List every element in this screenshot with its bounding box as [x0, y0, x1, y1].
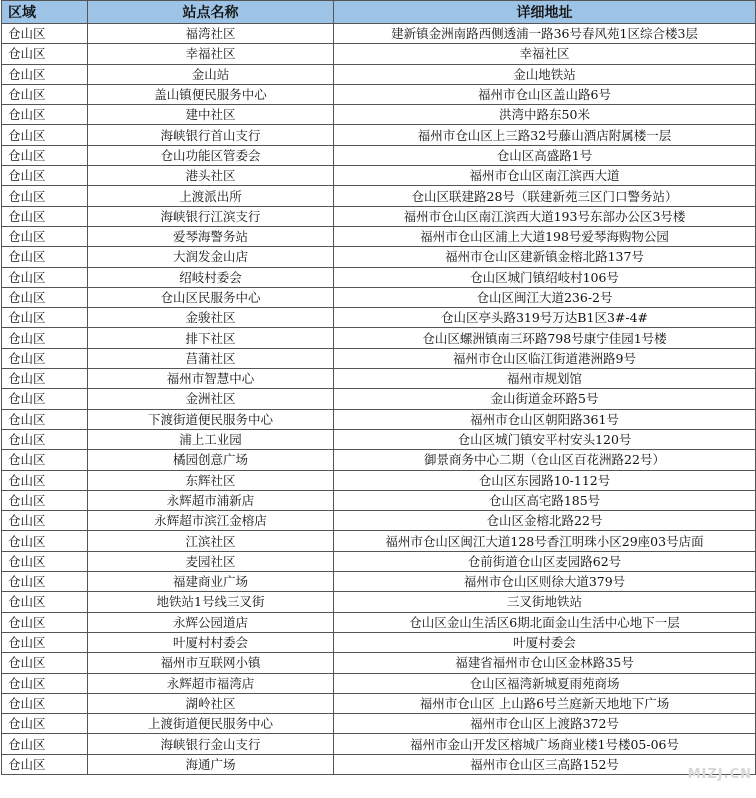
cell-site-name: 东辉社区 [88, 470, 334, 490]
cell-site-name: 盖山镇便民服务中心 [88, 84, 334, 104]
cell-district: 仓山区 [2, 490, 88, 510]
table-row [2, 673, 756, 693]
table-row [2, 734, 756, 754]
cell-address: 福州市仓山区则徐大道379号 [334, 572, 756, 592]
cell-site-name: 叶厦村村委会 [88, 632, 334, 652]
table-row [2, 145, 756, 165]
cell-address: 金山地铁站 [334, 64, 756, 84]
cell-address: 仓前街道仓山区麦园路62号 [334, 551, 756, 571]
cell-district: 仓山区 [2, 145, 88, 165]
cell-address: 福州市规划馆 [334, 369, 756, 389]
table-row [2, 612, 756, 632]
cell-site-name: 麦园社区 [88, 551, 334, 571]
header-address: 详细地址 [334, 1, 756, 24]
table-row [2, 84, 756, 104]
cell-address: 福州市仓山区盖山路6号 [334, 84, 756, 104]
cell-district: 仓山区 [2, 287, 88, 307]
cell-address: 福州市仓山区上渡路372号 [334, 714, 756, 734]
cell-address: 福州市仓山区上三路32号藤山酒店附属楼一层 [334, 125, 756, 145]
cell-address: 福州市仓山区建新镇金榕北路137号 [334, 247, 756, 267]
table-row [2, 572, 756, 592]
cell-address: 福州市仓山区浦上大道198号爱琴海购物公园 [334, 226, 756, 246]
cell-address: 建新镇金洲南路西侧透浦一路36号春风苑1区综合楼3层 [334, 24, 756, 44]
table-row [2, 105, 756, 125]
cell-district: 仓山区 [2, 247, 88, 267]
table-row [2, 348, 756, 368]
cell-address: 仓山区高盛路1号 [334, 145, 756, 165]
cell-site-name: 永辉超市福湾店 [88, 673, 334, 693]
header-district: 区域 [2, 1, 88, 24]
cell-district: 仓山区 [2, 572, 88, 592]
cell-site-name: 幸福社区 [88, 44, 334, 64]
cell-site-name: 港头社区 [88, 166, 334, 186]
table-row [2, 24, 756, 44]
cell-address: 仓山区联建路28号（联建新苑三区门口警务站） [334, 186, 756, 206]
cell-site-name: 海峡银行金山支行 [88, 734, 334, 754]
cell-site-name: 排下社区 [88, 328, 334, 348]
table-row [2, 409, 756, 429]
cell-site-name: 永辉超市滨江金榕店 [88, 511, 334, 531]
cell-district: 仓山区 [2, 450, 88, 470]
table-row [2, 531, 756, 551]
cell-site-name: 湖岭社区 [88, 693, 334, 713]
cell-site-name: 建中社区 [88, 105, 334, 125]
table-body [2, 24, 756, 775]
cell-site-name: 金骏社区 [88, 308, 334, 328]
cell-district: 仓山区 [2, 429, 88, 449]
cell-site-name: 爱琴海警务站 [88, 226, 334, 246]
table-row [2, 166, 756, 186]
cell-site-name: 浦上工业园 [88, 429, 334, 449]
table-row [2, 389, 756, 409]
cell-site-name: 上渡街道便民服务中心 [88, 714, 334, 734]
cell-district: 仓山区 [2, 348, 88, 368]
cell-address: 仓山区城门镇安平村安头120号 [334, 429, 756, 449]
table-row [2, 490, 756, 510]
table-row [2, 511, 756, 531]
cell-site-name: 仓山功能区管委会 [88, 145, 334, 165]
cell-site-name: 福州市智慧中心 [88, 369, 334, 389]
table-row [2, 125, 756, 145]
cell-address: 幸福社区 [334, 44, 756, 64]
cell-address: 仓山区螺洲镇南三环路798号康宁佳园1号楼 [334, 328, 756, 348]
cell-site-name: 海峡银行江滨支行 [88, 206, 334, 226]
cell-district: 仓山区 [2, 267, 88, 287]
cell-district: 仓山区 [2, 653, 88, 673]
cell-site-name: 福湾社区 [88, 24, 334, 44]
table-header-row [2, 1, 756, 24]
cell-district: 仓山区 [2, 389, 88, 409]
table-row [2, 287, 756, 307]
cell-address: 福建省福州市仓山区金林路35号 [334, 653, 756, 673]
cell-site-name: 地铁站1号线三叉街 [88, 592, 334, 612]
cell-district: 仓山区 [2, 632, 88, 652]
cell-site-name: 永辉超市浦新店 [88, 490, 334, 510]
cell-district: 仓山区 [2, 24, 88, 44]
table-row [2, 429, 756, 449]
cell-address: 仓山区福湾新城夏雨苑商场 [334, 673, 756, 693]
cell-address: 三叉街地铁站 [334, 592, 756, 612]
cell-district: 仓山区 [2, 511, 88, 531]
cell-district: 仓山区 [2, 308, 88, 328]
table-row [2, 308, 756, 328]
cell-district: 仓山区 [2, 470, 88, 490]
cell-district: 仓山区 [2, 592, 88, 612]
cell-district: 仓山区 [2, 734, 88, 754]
cell-address: 福州市仓山区南江滨西大道 [334, 166, 756, 186]
cell-site-name: 海峡银行首山支行 [88, 125, 334, 145]
cell-address: 福州市仓山区三高路152号 [334, 754, 756, 774]
cell-site-name: 福州市互联网小镇 [88, 653, 334, 673]
cell-district: 仓山区 [2, 226, 88, 246]
table-row [2, 369, 756, 389]
site-list-table [1, 0, 756, 775]
table-row [2, 551, 756, 571]
table-row [2, 714, 756, 734]
cell-district: 仓山区 [2, 125, 88, 145]
table-row [2, 632, 756, 652]
cell-district: 仓山区 [2, 612, 88, 632]
cell-district: 仓山区 [2, 369, 88, 389]
cell-address: 福州市仓山区临江街道港洲路9号 [334, 348, 756, 368]
cell-district: 仓山区 [2, 754, 88, 774]
cell-district: 仓山区 [2, 714, 88, 734]
cell-address: 仓山区金山生活区6期北面金山生活中心地下一层 [334, 612, 756, 632]
cell-address: 福州市仓山区朝阳路361号 [334, 409, 756, 429]
table-row [2, 470, 756, 490]
cell-address: 仓山区金榕北路22号 [334, 511, 756, 531]
cell-site-name: 永辉公园道店 [88, 612, 334, 632]
header-site-name: 站点名称 [88, 1, 334, 24]
cell-address: 金山街道金环路5号 [334, 389, 756, 409]
cell-district: 仓山区 [2, 551, 88, 571]
cell-district: 仓山区 [2, 328, 88, 348]
cell-site-name: 仓山区民服务中心 [88, 287, 334, 307]
cell-district: 仓山区 [2, 409, 88, 429]
cell-site-name: 金山站 [88, 64, 334, 84]
table-row [2, 226, 756, 246]
cell-address: 福州市金山开发区榕城广场商业楼1号楼05-06号 [334, 734, 756, 754]
table-row [2, 247, 756, 267]
cell-address: 福州市仓山区闽江大道128号香江明珠小区29座03号店面 [334, 531, 756, 551]
cell-site-name: 大润发金山店 [88, 247, 334, 267]
cell-district: 仓山区 [2, 44, 88, 64]
cell-address: 福州市仓山区南江滨西大道193号东部办公区3号楼 [334, 206, 756, 226]
cell-district: 仓山区 [2, 186, 88, 206]
cell-address: 洪湾中路东50米 [334, 105, 756, 125]
cell-address: 福州市仓山区 上山路6号兰庭新天地地下广场 [334, 693, 756, 713]
cell-district: 仓山区 [2, 693, 88, 713]
cell-site-name: 江滨社区 [88, 531, 334, 551]
cell-site-name: 下渡街道便民服务中心 [88, 409, 334, 429]
table-row [2, 64, 756, 84]
table-row [2, 267, 756, 287]
cell-site-name: 莒蒲社区 [88, 348, 334, 368]
cell-address: 叶厦村委会 [334, 632, 756, 652]
cell-address: 仓山区高宅路185号 [334, 490, 756, 510]
cell-district: 仓山区 [2, 84, 88, 104]
table-row [2, 592, 756, 612]
cell-district: 仓山区 [2, 531, 88, 551]
cell-address: 仓山区东园路10-112号 [334, 470, 756, 490]
cell-district: 仓山区 [2, 166, 88, 186]
cell-site-name: 上渡派出所 [88, 186, 334, 206]
table-row [2, 450, 756, 470]
cell-site-name: 海通广场 [88, 754, 334, 774]
table-row [2, 186, 756, 206]
cell-site-name: 橘园创意广场 [88, 450, 334, 470]
cell-address: 仓山区城门镇绍岐村106号 [334, 267, 756, 287]
table-row [2, 754, 756, 774]
table-row [2, 44, 756, 64]
table-row [2, 693, 756, 713]
table-row [2, 206, 756, 226]
cell-district: 仓山区 [2, 105, 88, 125]
cell-site-name: 金洲社区 [88, 389, 334, 409]
table-row [2, 328, 756, 348]
cell-district: 仓山区 [2, 64, 88, 84]
cell-address: 仓山区亭头路319号万达B1区3#-4# [334, 308, 756, 328]
cell-district: 仓山区 [2, 673, 88, 693]
watermark: MIZJ.CN [687, 767, 752, 782]
cell-address: 御景商务中心二期（仓山区百花洲路22号） [334, 450, 756, 470]
cell-address: 仓山区闽江大道236-2号 [334, 287, 756, 307]
cell-site-name: 绍岐村委会 [88, 267, 334, 287]
cell-site-name: 福建商业广场 [88, 572, 334, 592]
table-row [2, 653, 756, 673]
cell-district: 仓山区 [2, 206, 88, 226]
